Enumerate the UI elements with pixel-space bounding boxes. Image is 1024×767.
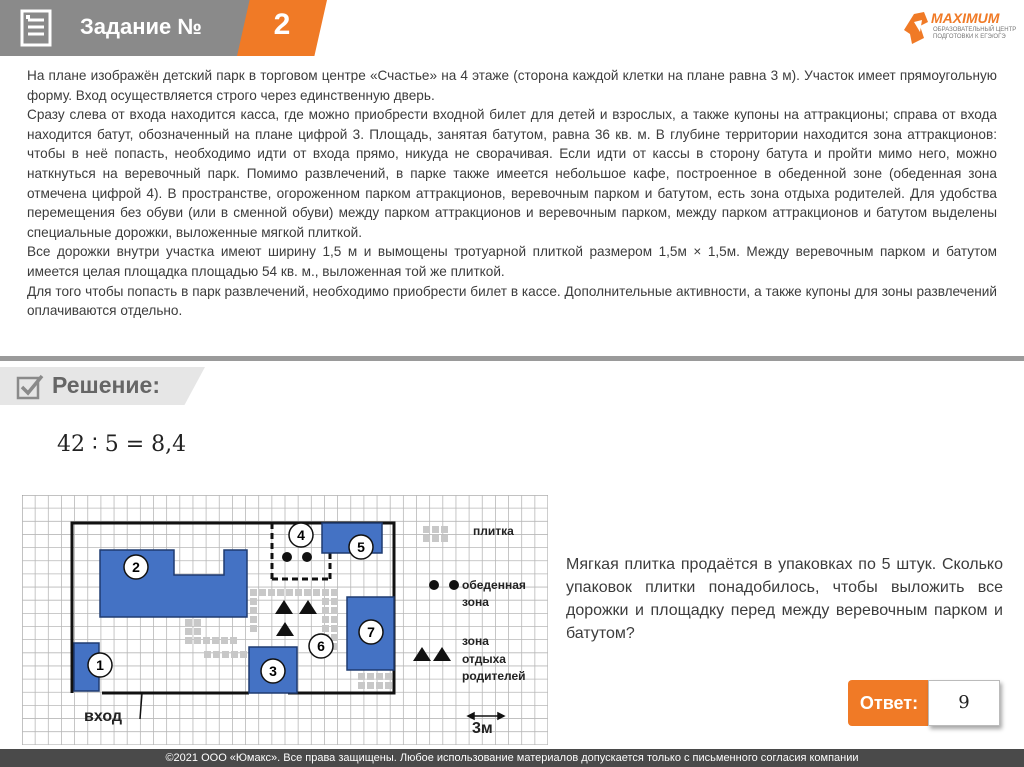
zone-label-3 xyxy=(261,659,285,683)
legend-dining-label: зона xyxy=(462,595,489,609)
solution-title: Решение: xyxy=(52,372,161,398)
zone-label-6 xyxy=(309,634,333,658)
zone-label-1 xyxy=(88,653,112,677)
legend-rest-label: отдыха xyxy=(462,652,506,666)
svg-text:6: 6 xyxy=(317,638,325,654)
solution-formula: 42 ∶ 5 = 8,4 xyxy=(57,432,187,457)
legend-rest-label: родителей xyxy=(462,669,526,683)
svg-text:7: 7 xyxy=(367,624,375,640)
legend-tile-label: плитка xyxy=(473,524,514,538)
svg-text:3: 3 xyxy=(269,663,277,679)
logo-subtitle: ОБРАЗОВАТЕЛЬНЫЙ ЦЕНТР ПОДГОТОВКИ К ЕГЭ/ОГЭ xyxy=(933,27,1017,40)
task-paragraph: Для того чтобы попасть в парк развлечений, необходимо приобрести билет в кассе. Дополнительные активности, а также купоны для зоны развлечений оплачиваются отдельно. xyxy=(27,283,997,319)
svg-text:4: 4 xyxy=(297,527,305,543)
question-text: Мягкая плитка продаётся в упаковках по 5 штук. Сколько упаковок плитки понадобилось, чтобы выложить все дорожки и площадку перед между веревочным парком и батутом? xyxy=(566,556,1003,642)
zone-label-2 xyxy=(124,555,148,579)
svg-text:5: 5 xyxy=(357,539,365,555)
task-number: 2 xyxy=(273,8,291,41)
task-title: Задание № xyxy=(80,14,202,39)
checkbox-icon xyxy=(15,372,45,402)
svg-text:2: 2 xyxy=(132,559,140,575)
section-divider xyxy=(0,356,1024,361)
legend-rest-label: зона xyxy=(462,634,489,648)
task-text xyxy=(27,66,997,321)
task-paragraph: Сразу слева от входа находится касса, где можно приобрести входной билет для детей и взрослых, а также купоны на аттракционы; справа от входа находится батут, обозначенный на плане цифрой 3. Площадь, занятая батутом, равна 36 кв. м. В глубине территории находится зона аттракционов: чтобы в неё попасть, необходимо идти от входа прямо, никуда не сворачивая. Если идти от кассы в сторону батута и пройти мимо него, можно наткнуться на веревочный парк. Помимо развлечений, в парке также имеется небольшое кафе, построенное в обеденной зоне (обеденная зона отмечена цифрой 4). В пространстве, огороженном парком аттракционов, веревочным парком и батутом, есть зона отдыха родителей. Для удобства перемещения без обуви (или в сменной обуви) между парком аттракционов и веревочным парком, между парком аттракционов и батутом выделены специальные дорожки, выложенные мягкой плиткой. xyxy=(27,107,997,240)
legend-dining-label: обеденная xyxy=(462,578,526,592)
zone-label-7 xyxy=(359,620,383,644)
zone-2 xyxy=(100,550,247,617)
zone-label-4 xyxy=(289,523,313,547)
answer-value: 9 xyxy=(928,680,1000,726)
logo-name: MAXIMUM xyxy=(931,10,1000,26)
answer-label: Ответ: xyxy=(848,680,930,726)
svg-text:1: 1 xyxy=(96,657,104,673)
entrance-label: вход xyxy=(84,708,123,725)
task-paragraph: Все дорожки внутри участка имеют ширину 1,5 м и вымощены тротуарной плиткой размером 1,5м × 1,5м. Между веревочным парком и батутом имеется целая площадка площадью 54 кв. м., выложенная той же плиткой. xyxy=(27,244,997,279)
document-icon xyxy=(20,9,56,47)
scale-label: 3м xyxy=(472,720,493,737)
task-paragraph: На плане изображён детский парк в торговом центре «Счастье» на 4 этаже (сторона каждой клетки на плане равна 3 м). Участок имеет прямоугольную форму. Вход осуществляется строго через единственную дверь. xyxy=(27,68,997,103)
zone-label-5 xyxy=(349,535,373,559)
copyright-footer: ©2021 ООО «Юмакс». Все права защищены. Любое использование материалов допускается только с письменного согласия компании xyxy=(0,749,1024,767)
